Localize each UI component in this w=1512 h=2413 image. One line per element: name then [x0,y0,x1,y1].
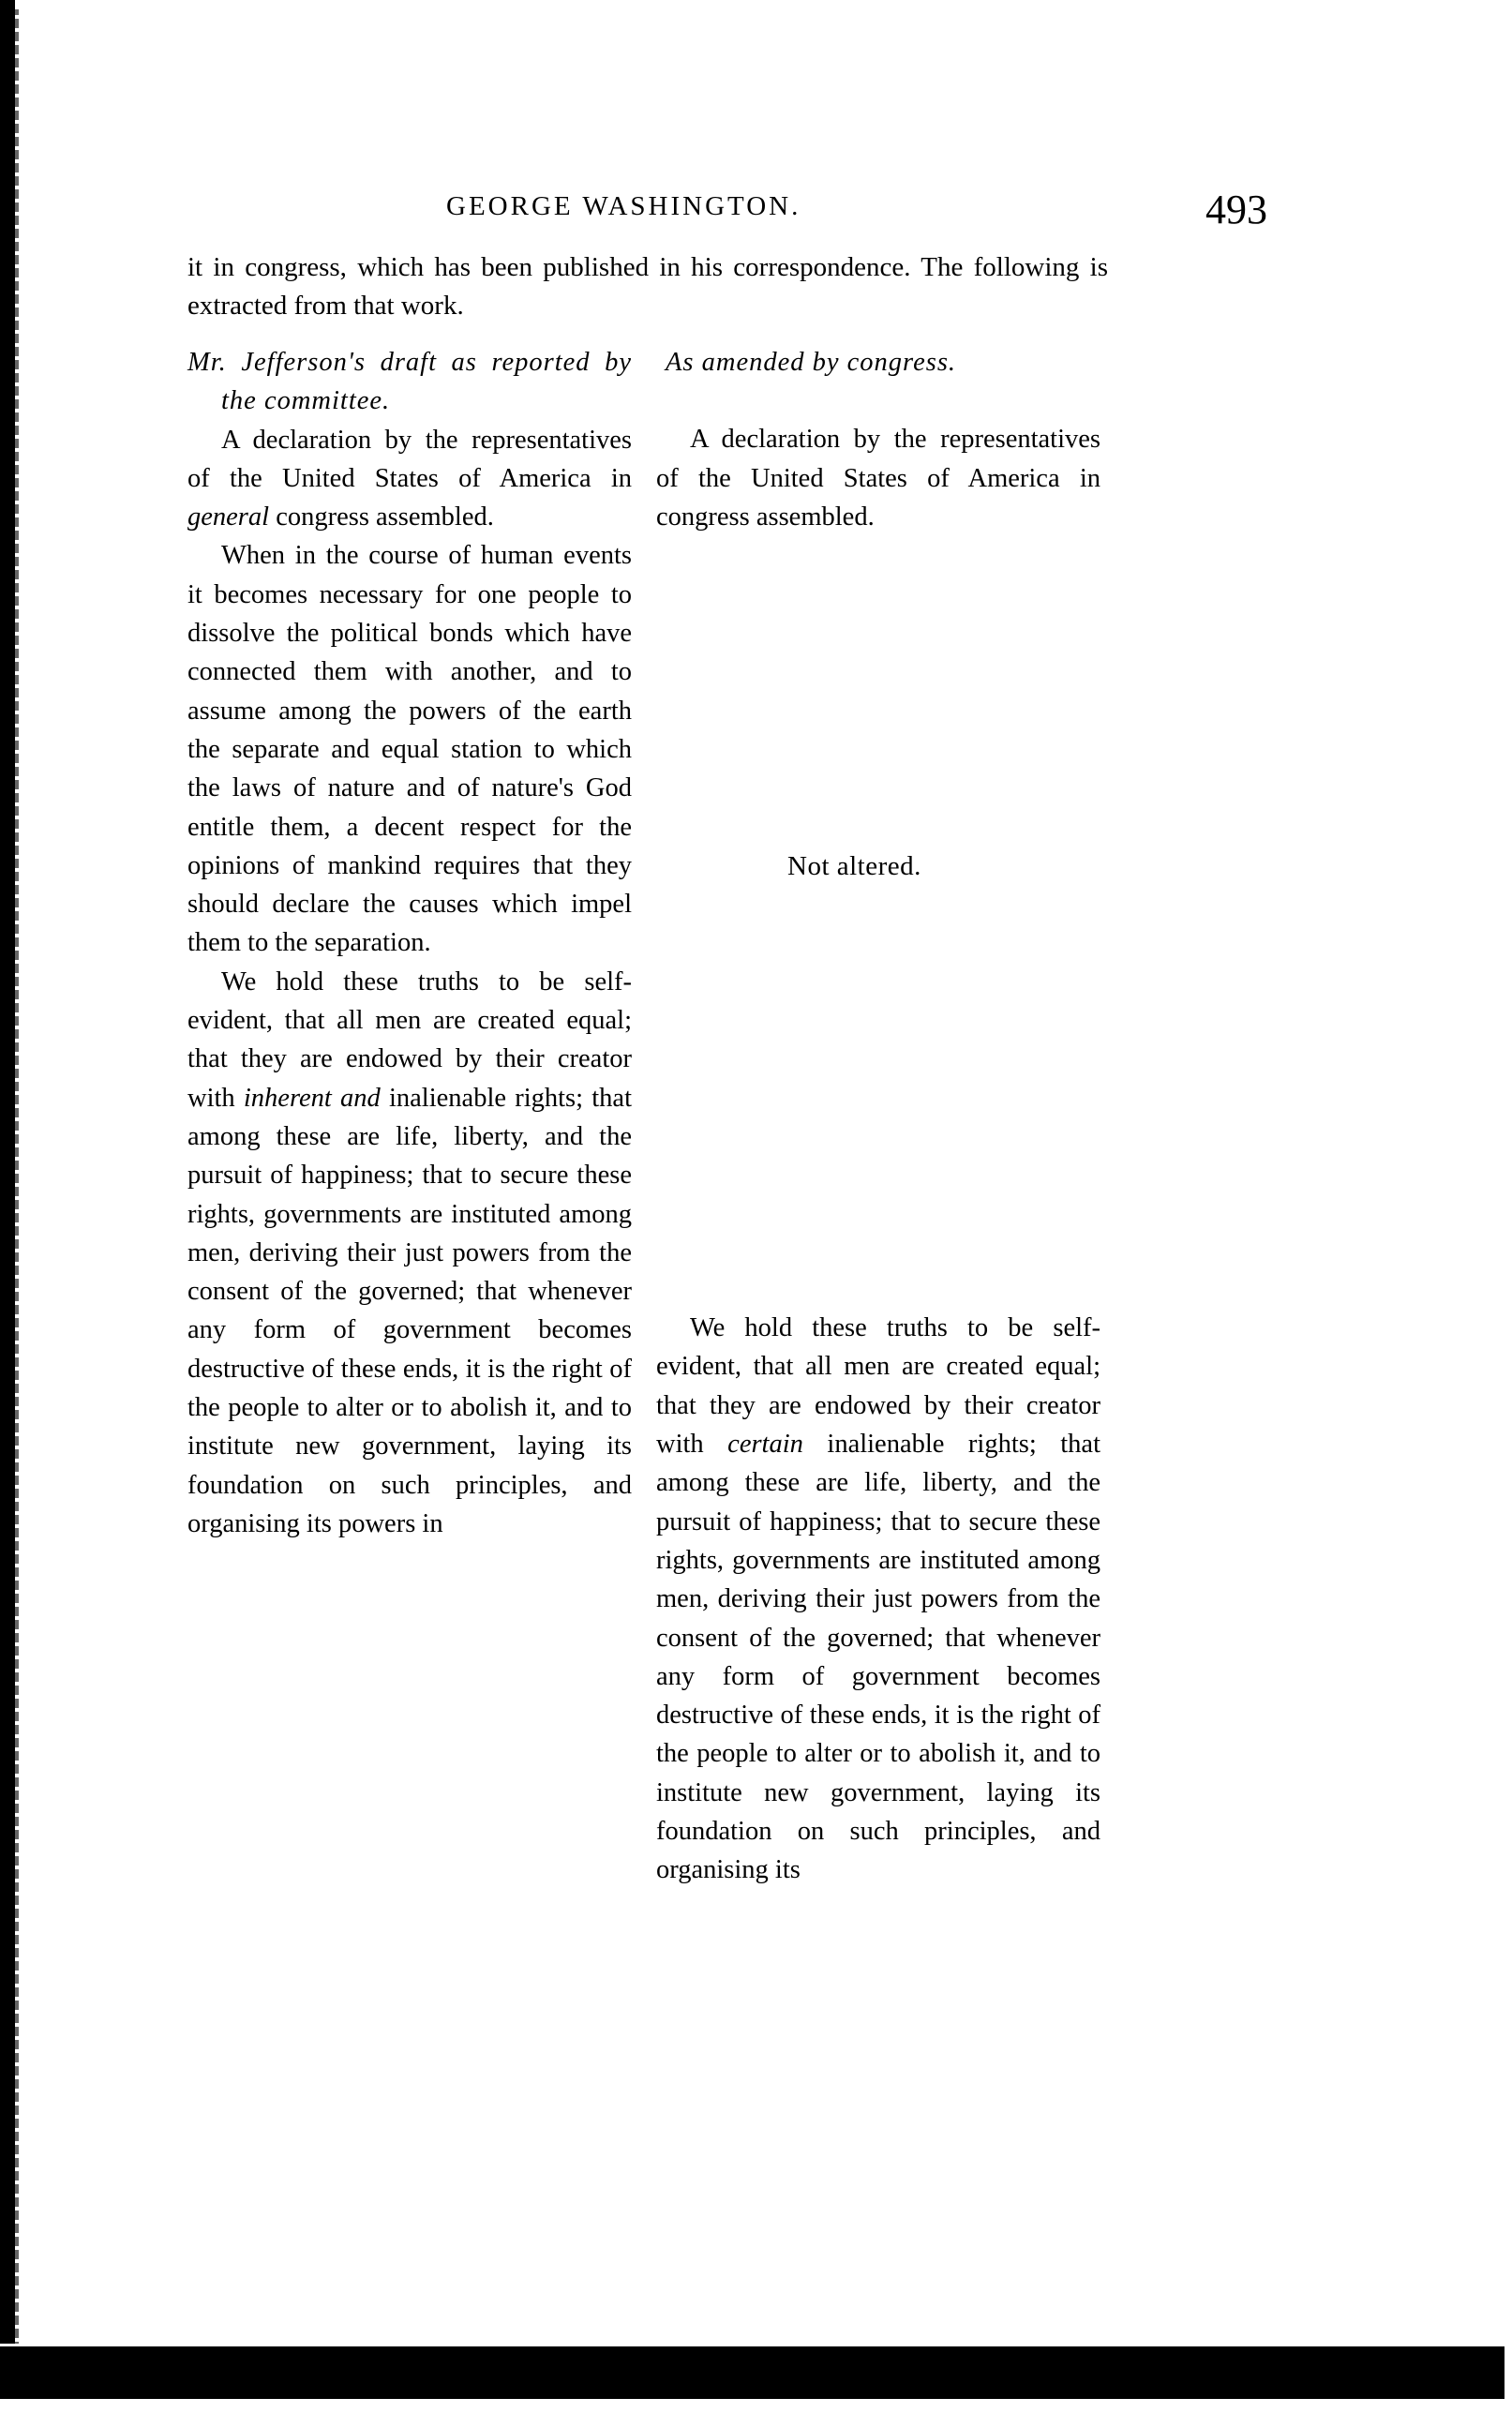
preamble-gap [656,536,1100,1309]
right-para-declaration: A declaration by the representatives of the United States of America in congress assembled. [656,425,1100,532]
intro-paragraph: it in congress, which has been published in his correspondence. The following is extracted from that work. [187,252,1108,321]
italic-emphasis: certain [727,1430,803,1460]
italic-emphasis: inherent and [243,1083,381,1113]
left-para-truths: We hold these truths to be self-evident, that all men are created equal; that they are endowed by their creator with inherent and inalienable rights; that among these are life, liberty, and the pursuit of happiness; that to secure these rights, governments are instituted among men, deriving their just powers from the consent of the governed; that whenever any form of government becomes destructive of these ends, it is the right of the people to alter or to abolish it, and to institute new government, laying its foundation on such principles, and organising its powers in [187,967,633,1538]
italic-emphasis: general [187,502,270,532]
scan-edge-left [0,0,15,2344]
scan-edge-bottom [0,2346,1505,2399]
column-heading-right: As amended by congress. [666,348,957,377]
scan-edge-left-noise [15,9,19,2344]
page-number: 493 [1205,187,1267,232]
column-jefferson-draft [187,343,632,1543]
not-altered-note: Not altered. [787,851,921,881]
running-head: GEORGE WASHINGTON. [446,191,801,221]
left-para-preamble: When in the course of human events it becomes necessary for one people to dissolve the political bonds which have connected them with another, and to assume among the powers of the earth the separate and equal station to which the laws of nature and of nature's God entitle them, a decent respect for the opinions of mankind requires that they should declare the causes which impel them to the separation. [187,541,632,958]
column-amended-by-congress [656,343,1100,1890]
left-para-declaration: A declaration by the representatives of the United States of America in general congress assembled. [187,425,632,532]
right-para-truths: We hold these truths to be self-evident, that all men are created equal; that they are endowed by their creator with certain inalienable rights; that among these are life, liberty, and the pursuit of happiness; that to secure these rights, governments are instituted among men, deriving their just powers from the consent of the governed; that whenever any form of government becomes destructive of these ends, it is the right of the people to alter or to abolish it, and to institute new government, laying its foundation on such principles, and organising its [656,1313,1100,1885]
heading-spacer [656,382,1100,420]
column-heading-left: Mr. Jefferson's draft as reported by the committee. [187,348,632,416]
